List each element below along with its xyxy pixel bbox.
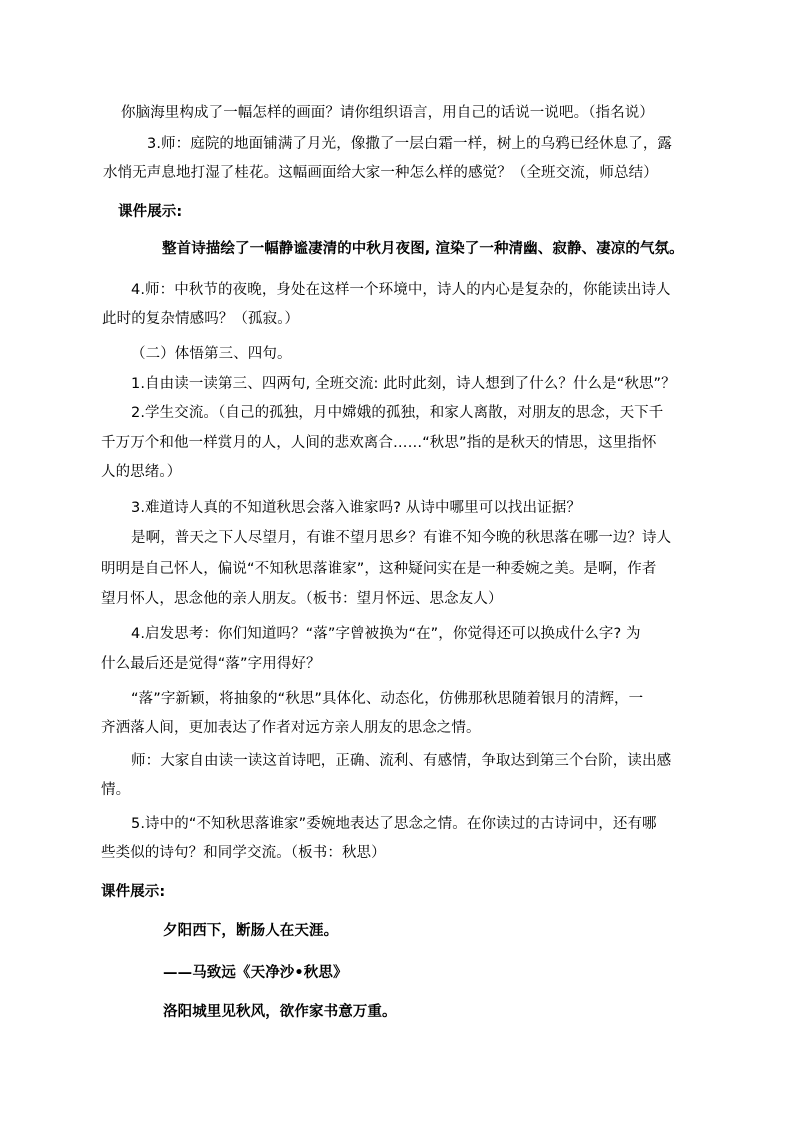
text-line: 千万万个和他一样赏月的人，人间的悲欢离合……“秋思”指的是秋天的情思，这里指怀 — [101, 435, 657, 451]
text-line: 情。 — [101, 782, 131, 798]
text-line: 4.启发思考：你们知道吗？“落”字曾被换为“在”，你觉得还可以换成什么字? 为 — [131, 626, 641, 642]
text-line: 5.诗中的“不知秋思落谁家”委婉地表达了思念之情。在你读过的古诗词中，还有哪 — [131, 816, 657, 832]
text-line: 3.难道诗人真的不知道秋思会落入谁家吗? 从诗中哪里可以找出证据？ — [131, 500, 581, 516]
text-line: （二）体悟第三、四句。 — [131, 346, 292, 362]
text-line: 3.师：庭院的地面铺满了月光，像撒了一层白霜一样，树上的乌鸦已经休息了，露 — [147, 136, 673, 152]
text-line: 是啊，普天之下人尽望月，有谁不望月思乡？有谁不知今晚的秋思落在哪一边？诗人 — [131, 530, 672, 546]
text-line: 人的思绪。） — [101, 464, 182, 480]
highlight-text: 整首诗描绘了一幅静谧凄清的中秋月夜图, 渲染了一种清幽、寂静、凄凉的气氛。 — [162, 241, 684, 257]
poem-attribution: ——马致远《天净沙•秋思》 — [163, 965, 348, 981]
text-line: 些类似的诗句？和同学交流。（板书：秋思） — [101, 845, 386, 861]
text-line: 齐洒落人间，更加表达了作者对远方亲人朋友的思念之情。 — [101, 720, 481, 736]
text-line: 4.师：中秋节的夜晚，身处在这样一个环境中，诗人的内心是复杂的，你能读出诗人 — [131, 282, 671, 298]
text-line: 水悄无声息地打湿了桂花。这幅画面给大家一种怎么样的感觉？（全班交流，师总结） — [103, 165, 658, 181]
section-heading: 课件展示: — [118, 204, 183, 220]
text-line: 此时的复杂情感吗？（孤寂。） — [102, 311, 300, 327]
poem-line: 夕阳西下，断肠人在天涯。 — [163, 923, 339, 939]
poem-line: 洛阳城里见秋风，欲作家书意万重。 — [163, 1004, 397, 1020]
text-line: 望月怀人，思念他的亲人朋友。（板书：望月怀远、思念友人） — [101, 591, 503, 607]
text-line: 2.学生交流。（自己的孤独，月中嫦娥的孤独，和家人离散，对朋友的思念，天下千 — [131, 405, 664, 421]
text-line: 1.自由读一读第三、四两句, 全班交流: 此时此刻，诗人想到了什么？什么是“秋思”？ — [131, 376, 676, 392]
section-heading: 课件展示: — [101, 884, 166, 900]
text-line: 师：大家自由读一读这首诗吧，正确、流利、有感情，争取达到第三个台阶，读出感 — [131, 753, 672, 769]
text-line: 明明是自己怀人，偏说“不知秋思落谁家”，这种疑问实在是一种委婉之美。是啊，作者 — [101, 561, 657, 577]
text-line: 你脑海里构成了一幅怎样的画面？请你组织语言，用自己的话说一说吧。（指名说） — [121, 105, 654, 121]
text-line: “落”字新颖，将抽象的“秋思”具体化、动态化，仿佛那秋思随着银月的清辉，一 — [131, 691, 644, 707]
text-line: 什么最后还是觉得“落”字用得好？ — [101, 656, 321, 672]
